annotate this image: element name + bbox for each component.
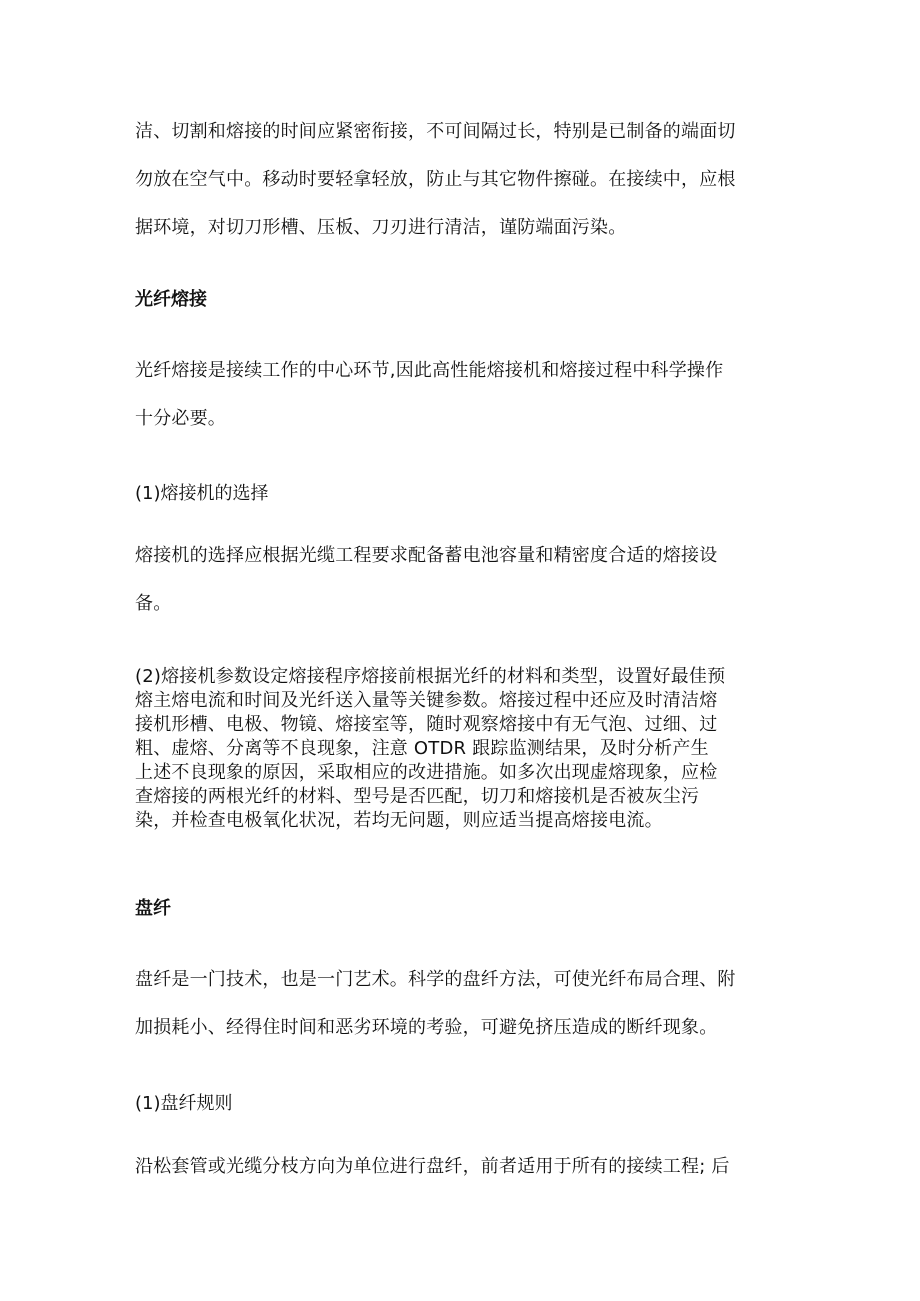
paragraph-line: 染，并检查电极氧化状况，若均无问题，则应适当提高熔接电流。 xyxy=(135,810,663,831)
paragraph-splice-preparation xyxy=(135,108,795,252)
paragraph-coiling-rules xyxy=(135,1143,795,1191)
paragraph-line: 勿放在空气中。移动时要轻拿轻放，防止与其它物件擦碰。在接续中，应根 xyxy=(135,169,736,190)
subheading-machine-choice: (1)熔接机的选择 xyxy=(135,483,269,504)
subheading-coiling-rules: (1)盘纤规则 xyxy=(135,1093,233,1114)
paragraph-line: 沿松套管或光缆分枝方向为单位进行盘纤，前者适用于所有的接续工程; 后 xyxy=(135,1156,730,1177)
paragraph-line: (2)熔接机参数设定熔接程序熔接前根据光纤的材料和类型，设置好最佳预 xyxy=(135,666,726,687)
paragraph-line: 上述不良现象的原因，采取相应的改进措施。如多次出现虚熔现象，应检 xyxy=(135,762,718,783)
paragraph-line: 洁、切割和熔接的时间应紧密衔接，不可间隔过长，特别是已制备的端面切 xyxy=(135,121,736,142)
paragraph-machine-choice xyxy=(135,532,795,628)
paragraph-line: 接机形槽、电极、物镜、熔接室等，随时观察熔接中有无气泡、过细、过 xyxy=(135,714,718,735)
paragraph-line: 加损耗小、经得住时间和恶劣环境的考验，可避免挤压造成的断纤现象。 xyxy=(135,1017,718,1038)
paragraph-machine-parameters xyxy=(135,665,795,833)
paragraph-line: 熔主熔电流和时间及光纤送入量等关键参数。熔接过程中还应及时清洁熔 xyxy=(135,690,718,711)
paragraph-fiber-fusion xyxy=(135,347,795,443)
paragraph-line: 据环境，对切刀形槽、压板、刀刃进行清洁，谨防端面污染。 xyxy=(135,217,627,238)
section-heading-fiber-fusion: 光纤熔接 xyxy=(135,289,207,310)
paragraph-line: 盘纤是一门技术，也是一门艺术。科学的盘纤方法，可使光纤布局合理、附 xyxy=(135,969,736,990)
paragraph-fiber-coiling xyxy=(135,956,795,1052)
section-heading-fiber-coiling: 盘纤 xyxy=(135,898,171,919)
paragraph-line: 查熔接的两根光纤的材料、型号是否匹配，切刀和熔接机是否被灰尘污 xyxy=(135,786,700,807)
paragraph-line: 光纤熔接是接续工作的中心环节,因此高性能熔接机和熔接过程中科学操作 xyxy=(135,360,724,381)
paragraph-line: 十分必要。 xyxy=(135,408,226,429)
paragraph-line: 熔接机的选择应根据光缆工程要求配备蓄电池容量和精密度合适的熔接设 xyxy=(135,545,718,566)
paragraph-line: 粗、虚熔、分离等不良现象，注意 OTDR 跟踪监测结果，及时分析产生 xyxy=(135,738,709,759)
paragraph-line: 备。 xyxy=(135,593,172,614)
